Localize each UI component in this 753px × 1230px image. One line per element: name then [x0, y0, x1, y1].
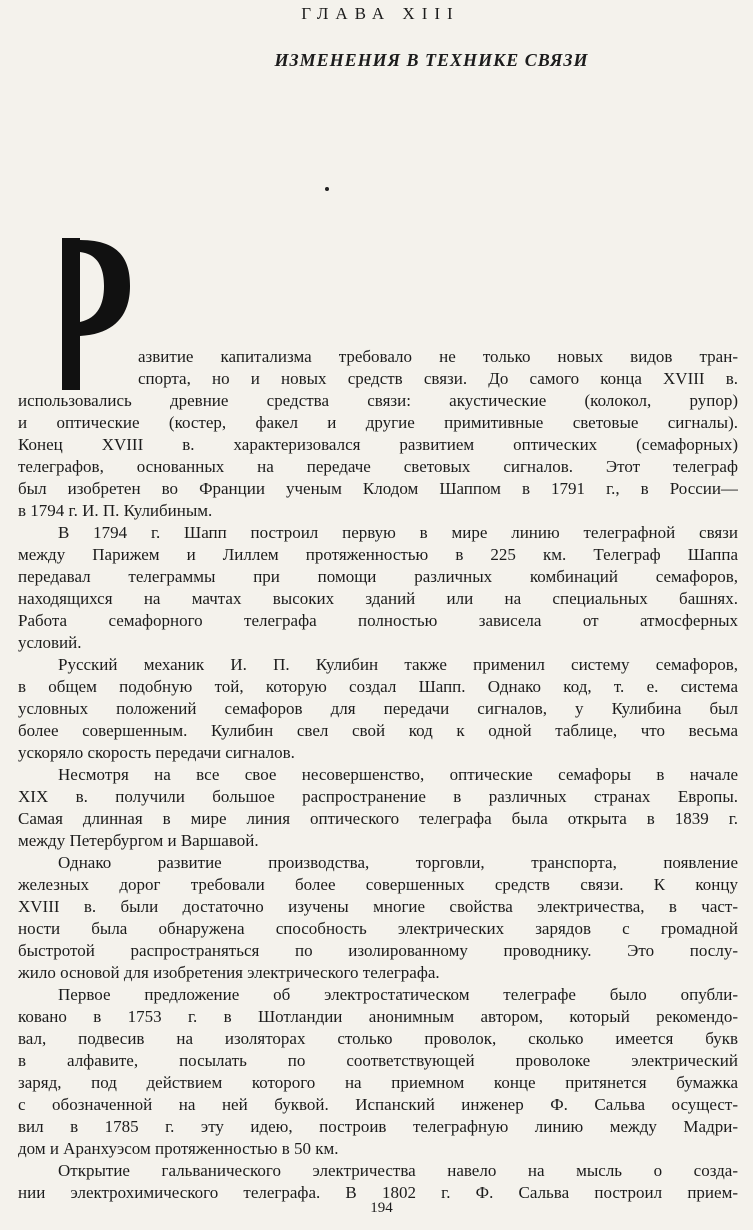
text-line: и оптические (костер, факел и другие примитивные световые сигналы).	[18, 413, 738, 432]
text-line: В 1794 г. Шапп построил первую в мире линию телеграфной связи	[58, 523, 738, 542]
text-line: спорта, но и новых средств связи. До самого конца XVIII в.	[138, 369, 738, 388]
text-line: железных дорог требовали более совершенных средств связи. К концу	[18, 875, 738, 894]
text-line: был изобретен во Франции ученым Клодом Шаппом в 1791 г., в России—	[18, 479, 738, 498]
text-line: Русский механик И. П. Кулибин также применил систему семафоров,	[58, 655, 738, 674]
text-line: Открытие гальванического электричества навело на мысль о созда-	[58, 1161, 738, 1180]
body-text	[18, 346, 738, 1204]
text-line: Работа семафорного телеграфа полностью зависела от атмосферных	[18, 611, 738, 630]
text-line: использовались древние средства связи: акустические (колокол, рупор)	[18, 391, 738, 410]
chapter-title: ИЗМЕНЕНИЯ В ТЕХНИКЕ СВЯЗИ	[274, 50, 589, 70]
text-line: передавал телеграммы при помощи различных комбинаций семафоров,	[18, 567, 738, 586]
text-line: нии электрохимического телеграфа. В 1802 г. Ф. Сальва построил прием-	[18, 1183, 738, 1202]
page-number: 194	[370, 1200, 393, 1216]
text-line: в 1794 г. И. П. Кулибиным.	[18, 501, 213, 520]
text-line: дом и Аранхуэсом протяженностью в 50 км.	[18, 1139, 339, 1158]
text-line: Первое предложение об электростатическом телеграфе было опубли-	[58, 985, 738, 1004]
text-line: XVIII в. были достаточно изучены многие свойства электричества, в част-	[18, 897, 738, 916]
text-line: заряд, под действием которого на приемном конце притянется бумажка	[18, 1073, 738, 1092]
text-line: находящихся на мачтах высоких зданий или на специальных башнях.	[18, 589, 738, 608]
text-line: Самая длинная в мире линия оптического телеграфа была открыта в 1839 г.	[18, 809, 738, 828]
text-line: Однако развитие производства, торговли, транспорта, появление	[58, 853, 738, 872]
text-line: вал, подвесив на изоляторах столько проволок, сколько имеется букв	[18, 1029, 738, 1048]
text-line: Несмотря на все свое несовершенство, оптические семафоры в начале	[58, 765, 738, 784]
text-line: условных положений семафоров для передачи сигналов, у Кулибина был	[18, 699, 738, 718]
text-line: между Парижем и Лиллем протяженностью в 225 км. Телеграф Шаппа	[18, 545, 738, 564]
text-line: ности была обнаружена способность электрических зарядов с громадной	[18, 919, 738, 938]
text-line: с обозначенной на ней буквой. Испанский инженер Ф. Сальва осущест-	[18, 1095, 738, 1114]
text-line: азвитие капитализма требовало не только новых видов тран-	[138, 347, 738, 366]
text-line: более совершенным. Кулибин свел свой код к одной таблице, что весьма	[18, 721, 738, 740]
text-line: в алфавите, посылать по соответствующей проволоке электрический	[18, 1051, 738, 1070]
text-line: быстротой распространяться по изолированному проводнику. Это послу-	[18, 941, 738, 960]
text-line: XIX в. получили большое распространение в различных странах Европы.	[18, 787, 738, 806]
text-line: Конец XVIII в. характеризовался развитием оптических (семафорных)	[18, 435, 738, 454]
chapter-label: ГЛАВА XIII	[301, 4, 460, 23]
text-line: ускоряло скорость передачи сигналов.	[18, 743, 295, 762]
text-line: условий.	[18, 633, 82, 652]
text-line: вил в 1785 г. эту идею, построив телеграфную линию между Мадри-	[18, 1117, 738, 1136]
text-line: ковано в 1753 г. в Шотландии анонимным автором, который рекомендо-	[18, 1007, 738, 1026]
text-line: в общем подобную той, которую создал Шапп. Однако код, т. е. система	[18, 677, 738, 696]
text-line: между Петербургом и Варшавой.	[18, 831, 259, 850]
text-line: жило основой для изобретения электрического телеграфа.	[18, 963, 440, 982]
print-speck	[325, 187, 329, 191]
text-line: телеграфов, основанных на передаче световых сигналов. Этот телеграф	[18, 457, 738, 476]
